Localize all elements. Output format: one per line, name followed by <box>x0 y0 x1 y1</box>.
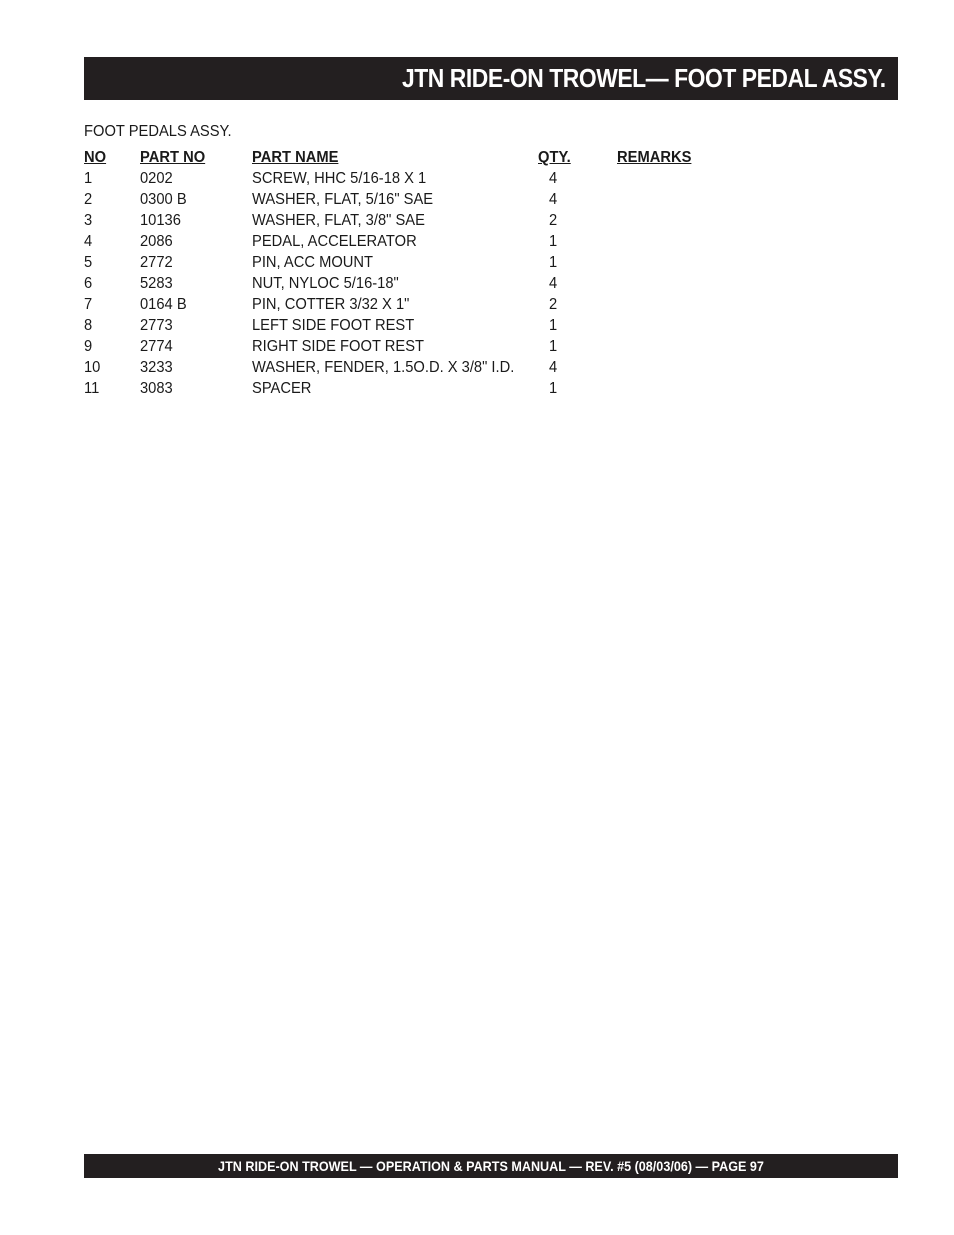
cell-part-name: WASHER, FLAT, 5/16" SAE <box>252 191 434 208</box>
cell-part-name: NUT, NYLOC 5/16-18" <box>252 275 399 292</box>
table-row <box>84 317 784 338</box>
table-row <box>84 338 784 359</box>
cell-part-name: WASHER, FENDER, 1.5O.D. X 3/8" I.D. <box>252 359 515 376</box>
column-header-qty: QTY. <box>538 149 571 166</box>
header-bar <box>84 57 898 100</box>
cell-no: 8 <box>84 317 93 334</box>
cell-part-no: 2773 <box>140 317 173 334</box>
table-row <box>84 359 784 380</box>
cell-part-no: 0300 B <box>140 191 187 208</box>
cell-qty: 4 <box>549 359 558 376</box>
cell-no: 2 <box>84 191 93 208</box>
cell-part-no: 5283 <box>140 275 173 292</box>
cell-qty: 1 <box>549 380 558 397</box>
cell-no: 7 <box>84 296 93 313</box>
cell-qty: 1 <box>549 338 558 355</box>
column-header-part-name: PART NAME <box>252 149 339 166</box>
cell-no: 1 <box>84 170 93 187</box>
cell-part-name: PIN, COTTER 3/32 X 1" <box>252 296 410 313</box>
parts-table <box>84 149 784 401</box>
cell-part-name: SCREW, HHC 5/16-18 X 1 <box>252 170 427 187</box>
cell-part-name: PEDAL, ACCELERATOR <box>252 233 417 250</box>
table-row <box>84 233 784 254</box>
cell-no: 11 <box>84 380 100 397</box>
table-row <box>84 212 784 233</box>
cell-qty: 4 <box>549 275 558 292</box>
cell-part-no: 2774 <box>140 338 173 355</box>
table-body <box>84 170 784 401</box>
cell-part-no: 0164 B <box>140 296 187 313</box>
cell-no: 3 <box>84 212 93 229</box>
page-title: JTN RIDE-ON TROWEL— FOOT PEDAL ASSY. <box>402 63 886 93</box>
column-header-no: NO <box>84 149 107 166</box>
column-header-remarks: REMARKS <box>617 149 692 166</box>
cell-qty: 2 <box>549 212 558 229</box>
cell-part-no: 10136 <box>140 212 181 229</box>
table-row <box>84 275 784 296</box>
table-row <box>84 296 784 317</box>
table-row <box>84 191 784 212</box>
table-row <box>84 380 784 401</box>
footer-bar <box>84 1154 898 1178</box>
cell-part-name: SPACER <box>252 380 312 397</box>
cell-qty: 4 <box>549 170 558 187</box>
cell-qty: 1 <box>549 233 558 250</box>
table-header-row <box>84 149 784 170</box>
cell-part-name: RIGHT SIDE FOOT REST <box>252 338 425 355</box>
cell-part-no: 2772 <box>140 254 173 271</box>
section-title: FOOT PEDALS ASSY. <box>84 123 232 140</box>
footer-text: JTN RIDE-ON TROWEL — OPERATION & PARTS MANUAL — REV. #5 (08/03/06) — PAGE 97 <box>218 1158 764 1174</box>
cell-no: 5 <box>84 254 93 271</box>
cell-part-name: LEFT SIDE FOOT REST <box>252 317 415 334</box>
cell-part-no: 3083 <box>140 380 173 397</box>
table-row <box>84 254 784 275</box>
cell-no: 9 <box>84 338 93 355</box>
cell-part-no: 2086 <box>140 233 173 250</box>
cell-no: 6 <box>84 275 93 292</box>
cell-qty: 2 <box>549 296 558 313</box>
cell-qty: 1 <box>549 317 558 334</box>
cell-part-no: 0202 <box>140 170 173 187</box>
table-row <box>84 170 784 191</box>
cell-qty: 1 <box>549 254 558 271</box>
cell-no: 10 <box>84 359 101 376</box>
cell-part-name: PIN, ACC MOUNT <box>252 254 374 271</box>
column-header-part-no: PART NO <box>140 149 206 166</box>
cell-no: 4 <box>84 233 93 250</box>
cell-part-name: WASHER, FLAT, 3/8" SAE <box>252 212 425 229</box>
cell-qty: 4 <box>549 191 558 208</box>
cell-part-no: 3233 <box>140 359 173 376</box>
